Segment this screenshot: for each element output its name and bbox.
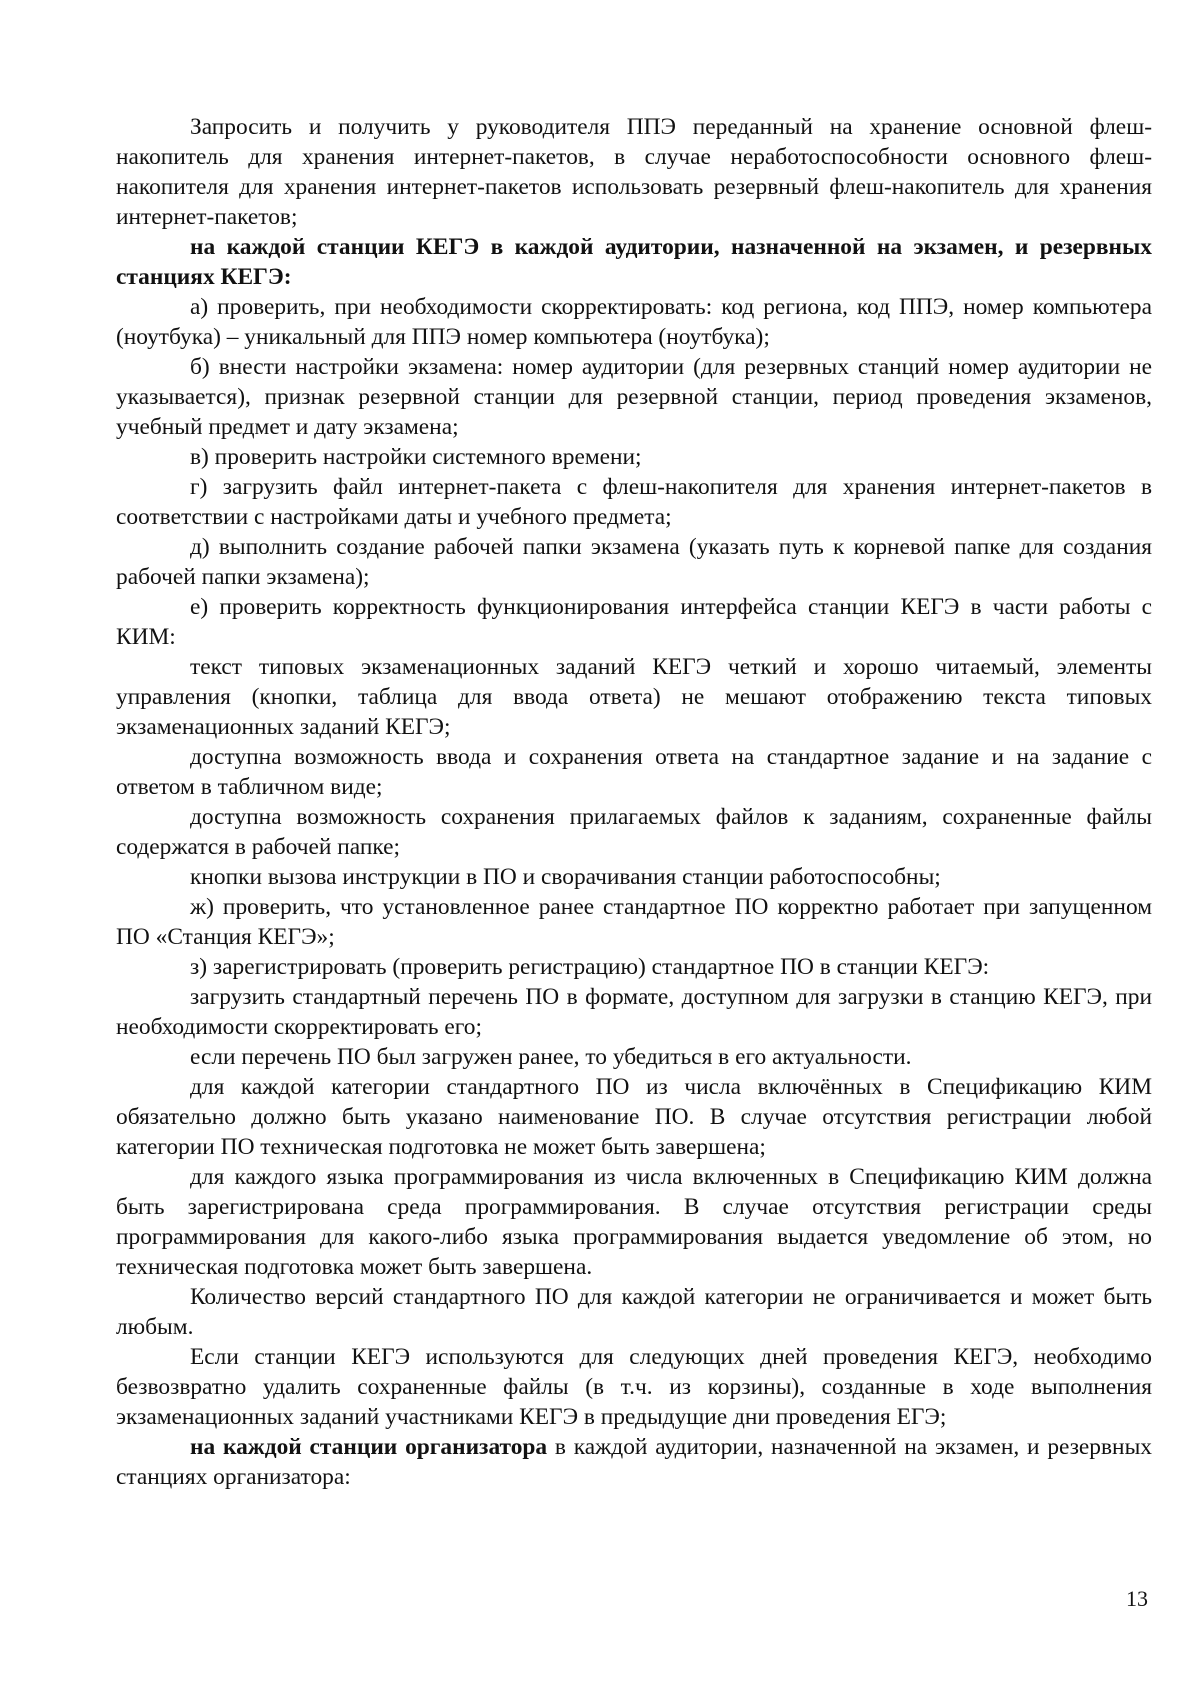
list-item-v: в) проверить настройки системного времени; xyxy=(190,444,642,470)
sub-item-answer-input: доступна возможность ввода и сохранения ответа на стандартное задание и на задание с ответом в табличном виде; xyxy=(116,744,1152,800)
list-item-z: з) зарегистрировать (проверить регистрацию) стандартное ПО в станции КЕГЭ: xyxy=(190,954,990,980)
organizer-station-rest: в каждой аудитории, назначенной на экзамен, и резервных станциях организатора: xyxy=(116,1434,1152,1490)
paragraph-organizer-station xyxy=(116,1432,1152,1492)
list-item-b: б) внести настройки экзамена: номер аудитории (для резервных станций номер аудитории не указывается), признак резервной станции для резервной станции, период проведения экзаменов, учебный предмет и дату экзамена; xyxy=(116,354,1152,440)
organizer-station-bold: на каждой станции организатора xyxy=(190,1434,548,1460)
paragraph-flash-drive: Запросить и получить у руководителя ППЭ переданный на хранение основной флеш-накопитель для хранения интернет-пакетов, в случае неработоспособности основного флеш-накопителя для хранения интернет-пакетов использовать резервный флеш-накопитель для хранения интернет-пакетов; xyxy=(116,114,1152,230)
page-number: 13 xyxy=(1126,1586,1148,1611)
list-item-a: а) проверить, при необходимости скорректировать: код региона, код ППЭ, номер компьютера (ноутбука) – уникальный для ППЭ номер компьютера (ноутбука); xyxy=(116,294,1152,350)
list-item-g: г) загрузить файл интернет-пакета с флеш-накопителя для хранения интернет-пакетов в соответствии с настройками даты и учебного предмета; xyxy=(116,474,1152,530)
sub-item-check-actuality: если перечень ПО был загружен ранее, то убедиться в его актуальности. xyxy=(190,1044,912,1070)
sub-item-load-list: загрузить стандартный перечень ПО в формате, доступном для загрузки в станцию КЕГЭ, при необходимости скорректировать его; xyxy=(116,984,1152,1040)
sub-item-language: для каждого языка программирования из числа включенных в Спецификацию КИМ должна быть зарегистрирована среда программирования. В случае отсутствия регистрации среды программирования для какого-либо языка программирования выдается уведомление об этом, но техническая подготовка может быть завершена. xyxy=(116,1164,1152,1280)
paragraph-next-days: Если станции КЕГЭ используются для следующих дней проведения КЕГЭ, необходимо безвозвратно удалить сохраненные файлы (в т.ч. из корзины), созданные в ходе выполнения экзаменационных заданий участниками КЕГЭ в предыдущие дни проведения ЕГЭ; xyxy=(116,1344,1152,1430)
list-item-d: д) выполнить создание рабочей папки экзамена (указать путь к корневой папке для создания рабочей папки экзамена); xyxy=(116,534,1152,590)
sub-item-file-saving: доступна возможность сохранения прилагаемых файлов к заданиям, сохраненные файлы содержатся в рабочей папке; xyxy=(116,804,1152,860)
sub-item-category: для каждой категории стандартного ПО из числа включённых в Спецификацию КИМ обязательно должно быть указано наименование ПО. В случае отсутствия регистрации любой категории ПО техническая подготовка не может быть завершена; xyxy=(116,1074,1152,1160)
document-body xyxy=(116,112,1152,1492)
sub-item-buttons: кнопки вызова инструкции в ПО и сворачивания станции работоспособны; xyxy=(190,864,941,890)
paragraph-versions: Количество версий стандартного ПО для каждой категории не ограничивается и может быть любым. xyxy=(116,1284,1152,1340)
heading-kege-stations: на каждой станции КЕГЭ в каждой аудитории, назначенной на экзамен, и резервных станциях КЕГЭ: xyxy=(116,234,1152,290)
list-item-zh: ж) проверить, что установленное ранее стандартное ПО корректно работает при запущенном ПО «Станция КЕГЭ»; xyxy=(116,894,1152,950)
list-item-e: е) проверить корректность функционирования интерфейса станции КЕГЭ в части работы с КИМ: xyxy=(116,594,1152,650)
sub-item-text-readable: текст типовых экзаменационных заданий КЕГЭ четкий и хорошо читаемый, элементы управления (кнопки, таблица для ввода ответа) не мешают отображению текста типовых экзаменационных заданий КЕГЭ; xyxy=(116,654,1152,740)
